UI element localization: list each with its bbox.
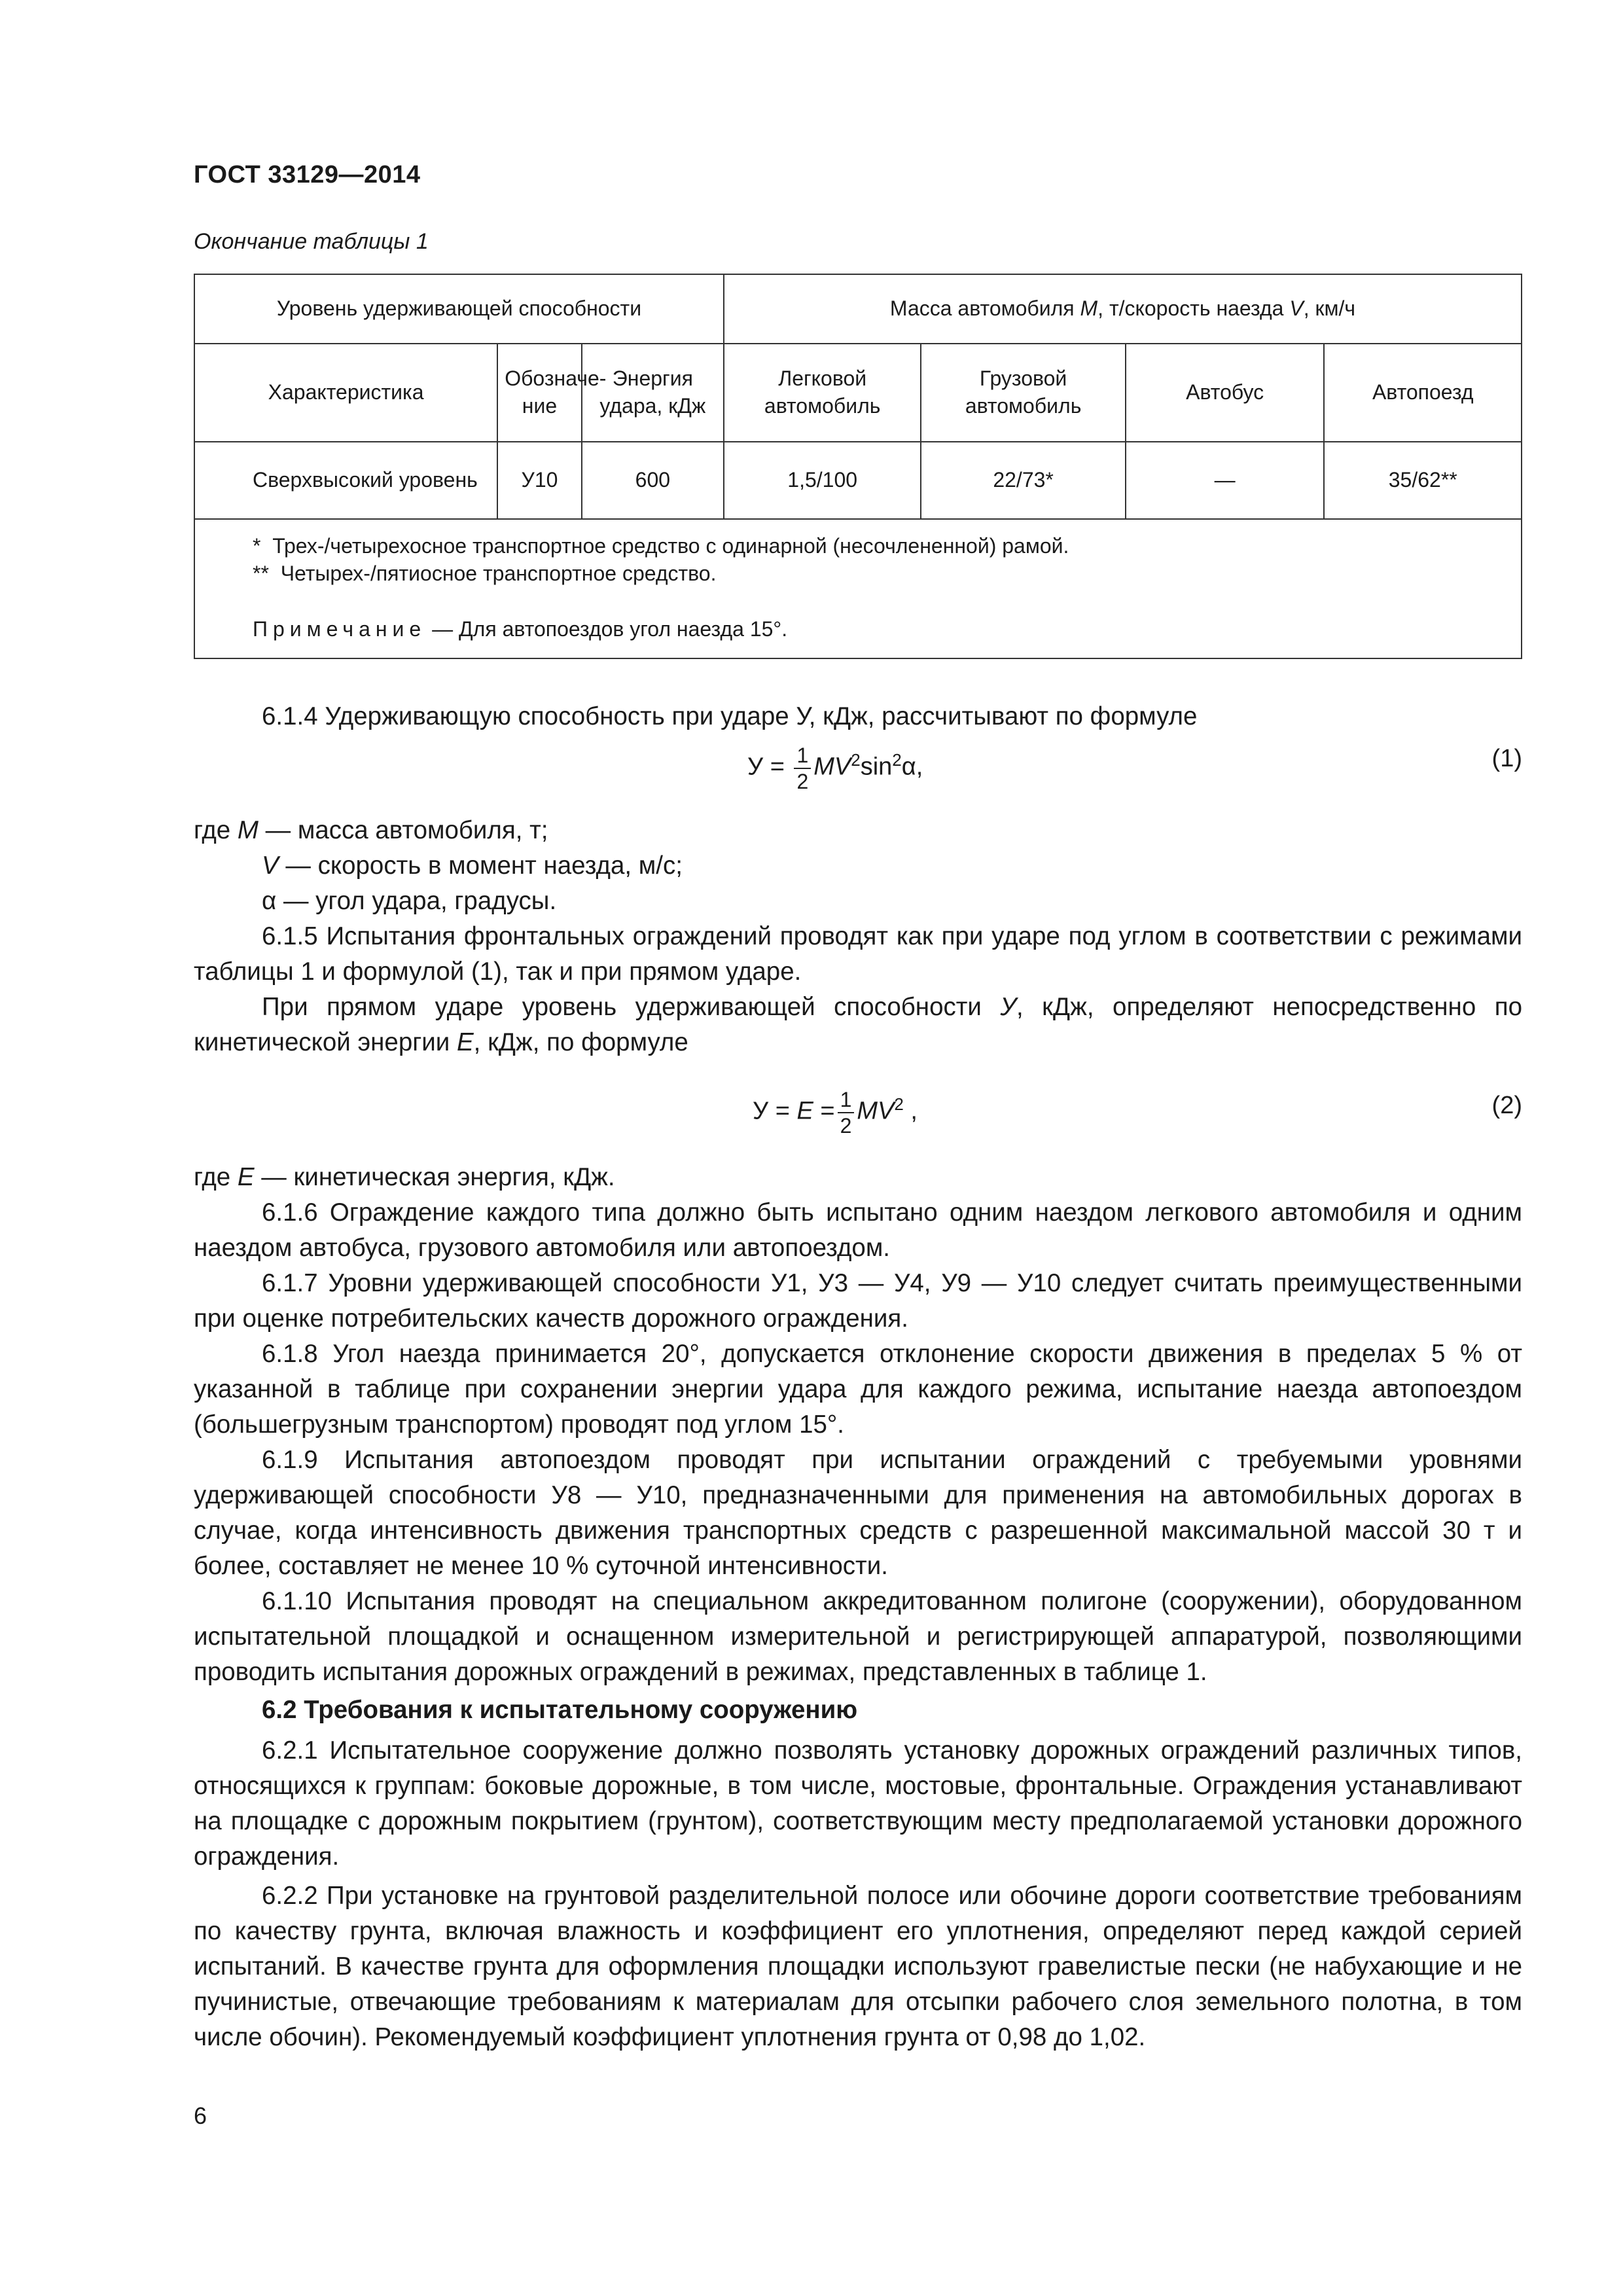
- where-m: где M — масса автомобиля, т;: [194, 816, 548, 844]
- table-cell: 22/73*: [921, 442, 1125, 519]
- table-row: [194, 442, 1522, 519]
- paragraph-6-1-10: 6.1.10 Испытания проводят на специальном аккредитованном полигоне (сооружении), оборудованном испытательной площадкой и оснащенном измерительной и регистрирующей аппаратурой, позволяющими проводить испытания дорожных ограждений в режимах, представленных в таблице 1.: [194, 1587, 1522, 1686]
- table-header-row-columns: [194, 344, 1522, 442]
- column-header: Характеристика: [194, 344, 497, 442]
- paragraph-6-1-7: 6.1.7 Уровни удерживающей способности У1, У3 — У4, У9 — У10 следует считать преимущественными при оценке потребительских качеств дорожного ограждения.: [194, 1269, 1522, 1333]
- paragraph-6-1-6: 6.1.6 Ограждение каждого типа должно быть испытано одним наездом легкового автомобиля и одним наездом автобуса, грузового автомобиля или автопоездом.: [194, 1198, 1522, 1262]
- paragraph-6-1-8: 6.1.8 Угол наезда принимается 20°, допускается отклонение скорости движения в пределах 5 % от указанной в таблице при сохранении энергии удара для каждого режима, испытание наезда автопоездом (большегрузным транспортом) проводят под углом 15°.: [194, 1340, 1522, 1439]
- column-header: Легковой автомобиль: [724, 344, 921, 442]
- table-cell: —: [1126, 442, 1325, 519]
- footnote: ** Четырех-/пятиосное транспортное средство.: [253, 561, 717, 585]
- table-header-row-group: [194, 274, 1522, 344]
- formula-2: [194, 1060, 1522, 1160]
- table-cell: 1,5/100: [724, 442, 921, 519]
- note-label: Примечание: [253, 617, 427, 641]
- page-number: 6: [194, 2102, 207, 2129]
- main-text: [194, 699, 1522, 2055]
- column-header: Грузовой автомобиль: [921, 344, 1125, 442]
- fraction: $\frac{1}{2}$: [794, 743, 811, 794]
- formula-1-expression: У = $\frac{1}{2}$ $MV^2\sin^2\alpha$,: [747, 743, 923, 793]
- group-header-mass: Масса автомобиля М, т/скорость наезда V, км/ч: [724, 274, 1522, 344]
- formula-2-expression: У = E = $\frac{1}{2}$ $MV^2$ ,: [753, 1087, 918, 1138]
- formula-1-number: (1): [1491, 745, 1522, 772]
- paragraph-6-1-9: 6.1.9 Испытания автопоездом проводят при испытании ограждений с требуемыми уровнями удерживающей способности У8 — У10, предназначенными для применения на автомобильных дорогах в случае, когда интенсивность движения транспортных средств с разрешенной максимальной массой 30 т и более, составляет не менее 10 % суточной интенсивности.: [194, 1446, 1522, 1580]
- document-header: ГОСТ 33129—2014: [194, 161, 421, 188]
- table-note: [253, 616, 1521, 643]
- paragraph-6-2-1: 6.2.1 Испытательное сооружение должно позволять установку дорожных ограждений различных типов, относящихся к группам: боковые дорожные, в том числе, мостовые, фронтальные. Ограждения устанавливают на площадке с дорожным покрытием (грунтом), соответствующим месту предполагаемой установки дорожного ограждения.: [194, 1736, 1522, 1871]
- formula-1: [194, 734, 1522, 813]
- column-header: Обозначе- ние: [497, 344, 582, 442]
- table-cell: Сверхвысокий уровень: [194, 442, 497, 519]
- paragraph-6-1-5: 6.1.5 Испытания фронтальных ограждений проводят как при ударе под углом в соответствии с режимами таблицы 1 и формулой (1), так и при прямом ударе.: [194, 922, 1522, 986]
- paragraph-6-2-2: 6.2.2 При установке на грунтовой разделительной полосе или обочине дороги соответствие требованиям по качеству грунта, включая влажность и коэффициент его уплотнения, определяют перед каждой серией испытаний. В качестве грунта для оформления площадки используют гравелистые пески (не набухающие и не пучинистые, отвечающие требованиям к материалам для отсыпки рабочего слоя земельного полотна, в том числе обочин). Рекомендуемый коэффициент уплотнения грунта от 0,98 до 1,02.: [194, 1882, 1522, 2051]
- column-header: Энергия удара, кДж: [582, 344, 724, 442]
- paragraph-6-1-5-b: При прямом ударе уровень удерживающей способности У, кДж, определяют непосредственно по кинетической энергии E, кДж, по формуле: [194, 993, 1522, 1056]
- section-heading-6-2: 6.2 Требования к испытательному сооружению: [262, 1696, 858, 1724]
- fraction: $\frac{1}{2}$: [838, 1087, 855, 1138]
- formula-2-number: (2): [1491, 1092, 1522, 1119]
- table-caption: Окончание таблицы 1: [194, 229, 429, 254]
- column-header: Автобус: [1126, 344, 1325, 442]
- group-header-level: Уровень удерживающей способности: [194, 274, 724, 344]
- table-cell: 600: [582, 442, 724, 519]
- where-v: V — скорость в момент наезда, м/с;: [262, 852, 683, 880]
- table-cell: У10: [497, 442, 582, 519]
- paragraph-6-1-4: 6.1.4 Удерживающую способность при ударе У, кДж, рассчитывают по формуле: [262, 702, 1198, 730]
- table-cell: 35/62**: [1324, 442, 1522, 519]
- footnote: * Трех-/четырехосное транспортное средство с одинарной (несочлененной) рамой.: [253, 534, 1069, 558]
- where-e: где E — кинетическая энергия, кДж.: [194, 1163, 615, 1191]
- note-text: — Для автопоездов угол наезда 15°.: [426, 617, 788, 641]
- where-alpha: α — угол удара, градусы.: [262, 887, 557, 915]
- table-notes-row: [194, 519, 1522, 658]
- table-notes: [194, 519, 1522, 658]
- classification-table: [194, 274, 1522, 659]
- column-header: Автопоезд: [1324, 344, 1522, 442]
